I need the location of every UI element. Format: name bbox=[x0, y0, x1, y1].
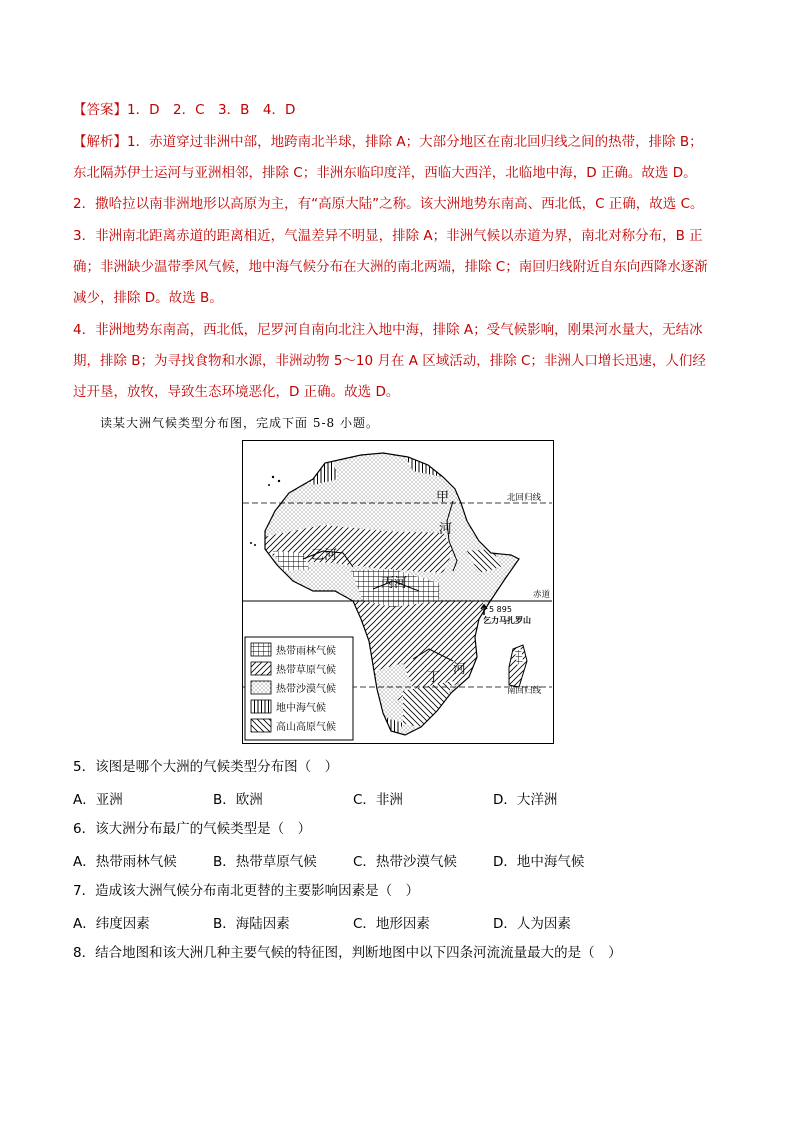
label-tropic-north: 北回归线 bbox=[507, 493, 542, 503]
label-he2: 河 bbox=[453, 662, 467, 677]
africa-climate-map bbox=[242, 440, 554, 744]
q7-option-d[interactable]: D．人为因素 bbox=[493, 916, 571, 932]
analysis-tag: 【解析】 bbox=[73, 134, 127, 150]
label-jia: 甲 bbox=[436, 490, 450, 505]
question-5-options bbox=[73, 788, 753, 808]
question-6-stem: 6．该大洲分布最广的气候类型是（ ） bbox=[73, 821, 312, 837]
legend-swatch-highland bbox=[251, 719, 271, 732]
answer-line bbox=[73, 100, 295, 120]
legend-swatch-rainforest bbox=[251, 643, 271, 656]
legend-label-mediterranean: 地中海气候 bbox=[276, 703, 326, 714]
question-8-stem: 8．结合地图和该大洲几种主要气候的特征图，判断地图中以下四条河流流量最大的是（ ） bbox=[73, 945, 622, 961]
label-peak-name: 乞力马扎罗山 bbox=[483, 616, 531, 625]
label-he1: 河 bbox=[439, 522, 453, 537]
analysis-line-1 bbox=[73, 132, 703, 152]
analysis-line-3: 2．撒哈拉以南非洲地形以高原为主，有“高原大陆”之称。该大洲地势东南高、西北低，C 正确，故选 C。 bbox=[73, 196, 704, 212]
map-caption: 读某大洲气候类型分布图，完成下面 5-8 小题。 bbox=[100, 416, 379, 430]
legend-swatch-savanna bbox=[251, 662, 271, 675]
q6-option-b[interactable]: B．热带草原气候 bbox=[213, 854, 317, 870]
legend-label-savanna: 热带草原气候 bbox=[276, 665, 336, 676]
map-legend bbox=[245, 637, 353, 740]
q6-option-c[interactable]: C．热带沙漠气候 bbox=[353, 854, 457, 870]
answer-tag: 【答案】 bbox=[73, 102, 127, 118]
label-equator: 赤道 bbox=[533, 590, 551, 600]
analysis-line-7: 4．非洲地势东南高，西北低，尼罗河自南向北注入地中海，排除 A；受气候影响，刚果河水量大，无结冰 bbox=[73, 322, 703, 338]
label-yi-he: 乙河 bbox=[311, 548, 338, 563]
answer-text: 1．D 2．C 3．B 4．D bbox=[127, 102, 296, 118]
q7-option-c[interactable]: C．地形因素 bbox=[353, 916, 430, 932]
analysis-line-2: 东北隔苏伊士运河与亚洲相邻，排除 C；非洲东临印度洋，西临大西洋，北临地中海，D 正确。故选 D。 bbox=[73, 165, 697, 181]
legend-swatch-desert bbox=[251, 681, 271, 694]
q7-option-a[interactable]: A．纬度因素 bbox=[73, 916, 150, 932]
label-bing-he: 丙河 bbox=[381, 576, 408, 591]
q7-option-b[interactable]: B．海陆因素 bbox=[213, 916, 290, 932]
analysis-line-4: 3．非洲南北距离赤道的距离相近，气温差异不明显，排除 A；非洲气候以赤道为界，南北对称分布，B 正 bbox=[73, 228, 703, 244]
label-peak-elev: 5 895 bbox=[489, 605, 512, 614]
legend-label-desert: 热带沙漠气候 bbox=[276, 684, 336, 695]
analysis-line-6: 减少，排除 D。故选 B。 bbox=[73, 290, 223, 306]
q5-option-b[interactable]: B．欧洲 bbox=[213, 792, 263, 808]
q5-option-c[interactable]: C．非洲 bbox=[353, 792, 403, 808]
analysis-line-5: 确；非洲缺少温带季风气候，地中海气候分布在大洲的南北两端，排除 C；南回归线附近自东向西降水逐渐 bbox=[73, 259, 708, 275]
question-5-stem: 5．该图是哪个大洲的气候类型分布图（ ） bbox=[73, 759, 339, 775]
q6-option-d[interactable]: D．地中海气候 bbox=[493, 854, 585, 870]
question-7-options bbox=[73, 912, 753, 932]
question-6-options bbox=[73, 850, 753, 870]
q5-option-a[interactable]: A．亚洲 bbox=[73, 792, 123, 808]
map-svg bbox=[243, 441, 552, 742]
label-tropic-south: 南回归线 bbox=[507, 686, 542, 696]
label-ding: 丁 bbox=[427, 670, 441, 685]
legend-label-highland: 高山高原气候 bbox=[276, 722, 336, 733]
question-7-stem: 7．造成该大洲气候分布南北更替的主要影响因素是（ ） bbox=[73, 883, 420, 899]
analysis-line-9: 过开垦，放牧，导致生态环境恶化，D 正确。故选 D。 bbox=[73, 384, 400, 400]
legend-label-rainforest: 热带雨林气候 bbox=[276, 646, 336, 657]
legend-swatch-mediterranean bbox=[251, 700, 271, 713]
analysis-line-8: 期，排除 B；为寻找食物和水源，非洲动物 5～10 月在 A 区域活动，排除 C；非洲人口增长迅速，人们经 bbox=[73, 353, 706, 369]
q6-option-a[interactable]: A．热带雨林气候 bbox=[73, 854, 177, 870]
analysis-text: 1．赤道穿过非洲中部，地跨南北半球，排除 A；大部分地区在南北回归线之间的热带，排除 B； bbox=[127, 134, 703, 150]
q5-option-d[interactable]: D．大洋洲 bbox=[493, 792, 558, 808]
